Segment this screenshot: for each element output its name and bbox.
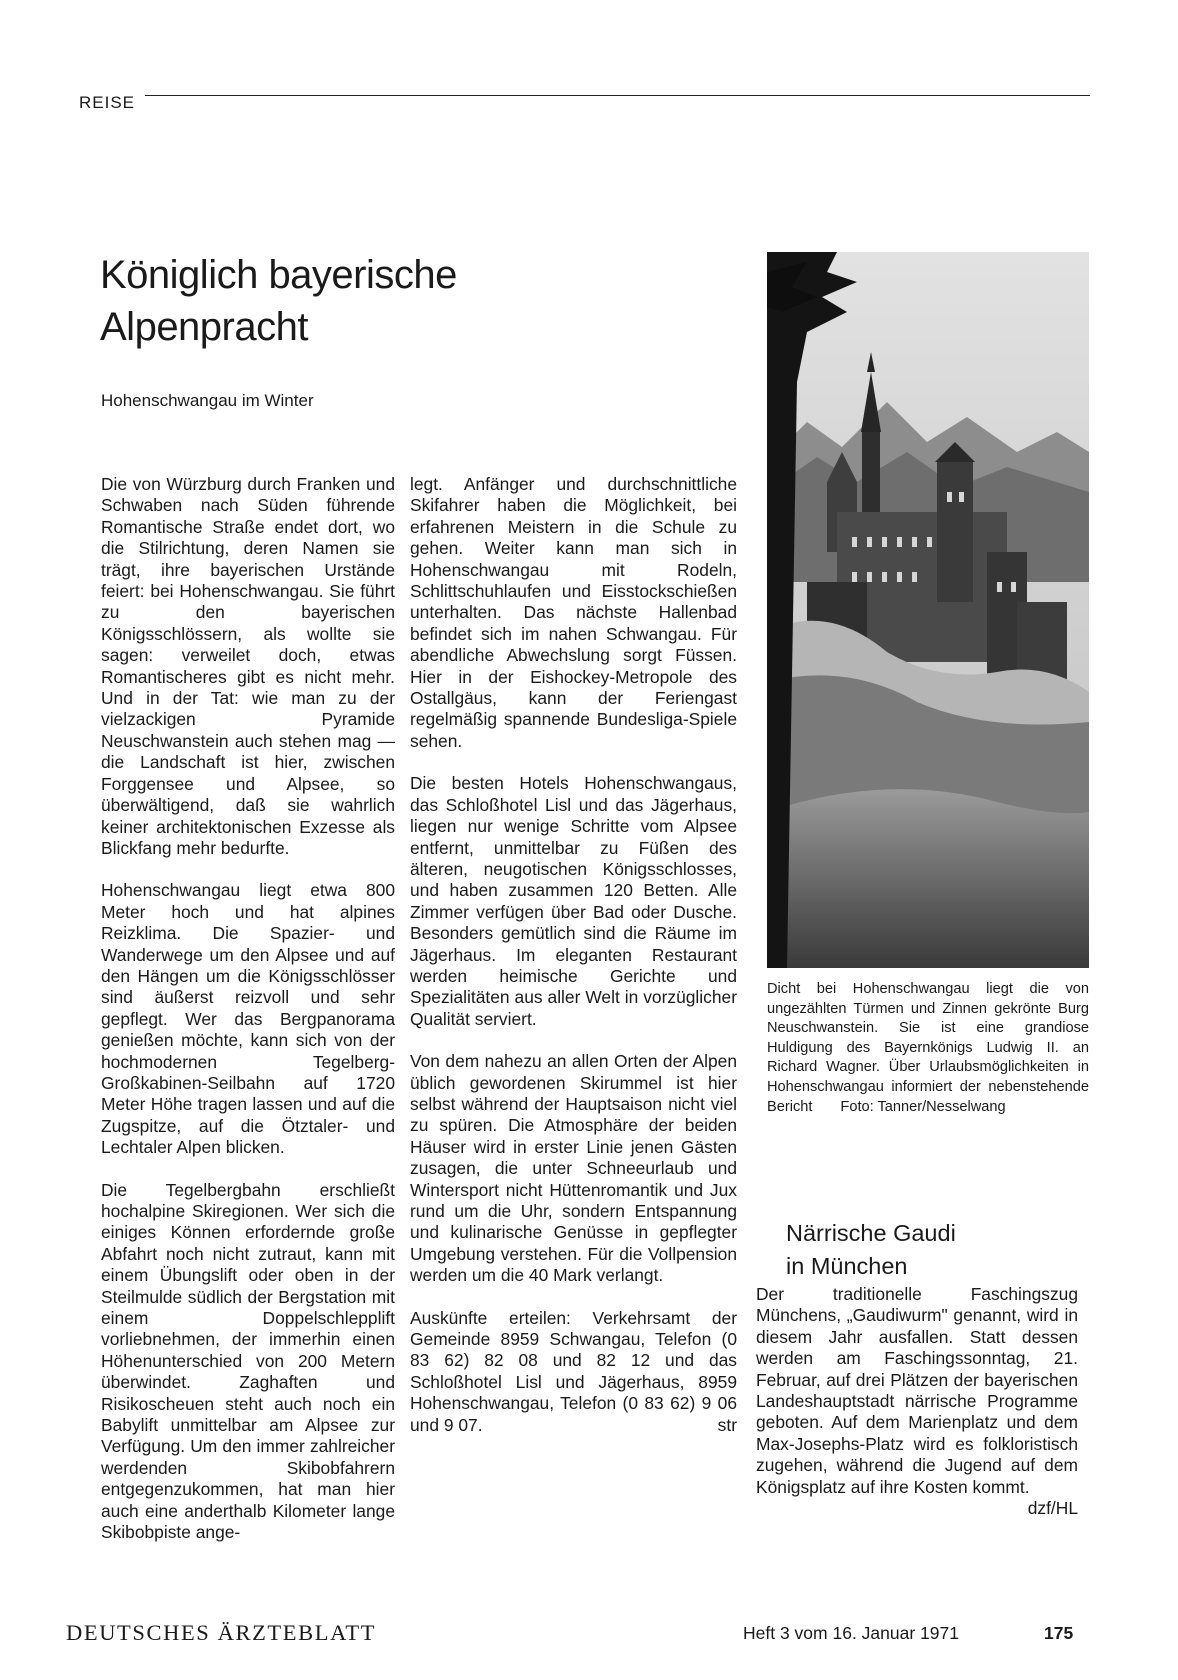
footer-journal-name: DEUTSCHES ÄRZTEBLATT [66, 1620, 377, 1645]
sidebar-title-line-2: in München [786, 1253, 908, 1279]
caption-text: Dicht bei Hohenschwangau liegt die von ungezählten Türmen und Zinnen gekrönte Burg Neuschwanstein. Sie ist eine grandiose Huldigung des Bayernkönigs Ludwig II. an Richard Wagner. Über Urlaubsmöglichkeiten in Hohenschwangau informiert der nebenstehende Bericht [767, 981, 1089, 1115]
sidebar-paragraph [756, 1284, 1078, 1519]
paragraph: Die von Würzburg durch Franken und Schwaben nach Süden führende Romantische Straße endet dort, wo die Stilrichtung, deren Namen sie trägt, ihre bayerischen Urstände feiert: bei Hohenschwangau. Sie führt zu den bayerischen Königsschlössern, als wollte sie sagen: verweilet doch, etwas Romantischeres gibt es nicht mehr. Und in der Tat: wie man zu der vielzackigen Pyramide Neuschwanstein auch stehen mag — die Landschaft ist hier, zwischen Forggensee und Alpsee, so überwältigend, daß sie wahrlich keiner architektonischen Exzesse als Blickfang mehr bedurfte. [101, 474, 395, 858]
paragraph-text: Auskünfte erteilen: Verkehrsamt der Gemeinde 8959 Schwangau, Telefon (0 83 62) 82 08 und 82 12 und das Schloßhotel Lisl und Jägerhaus, 8959 Hohenschwangau, Telefon (0 83 62) 9 06 und 9 07. [410, 1307, 737, 1435]
castle-photo-illustration [767, 252, 1089, 968]
paragraph: Die besten Hotels Hohenschwangaus, das Schloßhotel Lisl und das Jägerhaus, liegen nur wenige Schritte vom Alpsee entfernt, unmittelbar zu Füßen des älteren, neugotischen Königsschlosses, und haben zusammen 120 Betten. Alle Zimmer verfügen über Bad oder Dusche. Besonders gemütlich sind die Räume im Jägerhaus. Im eleganten Restaurant werden heimische Gerichte und Spezialitäten aus aller Welt in vorzüglicher Qualität serviert. [410, 773, 737, 1029]
paragraph: Von dem nahezu an allen Orten der Alpen üblich gewordenen Skirummel ist hier selbst während der Hauptsaison nicht viel zu spüren. Die Atmosphäre der beiden Häuser wird in erster Linie jenen Gästen zusagen, die unter Schneeurlaub und Wintersport nicht Hüttenromantik und Jux rund um die Uhr, sondern Entspannung und kulinarische Genüsse in gepflegter Umgebung verstehen. Für die Vollpension werden um die 40 Mark verlangt. [410, 1051, 737, 1286]
header-rule [145, 95, 1090, 96]
sidebar-sign: dzf/HL [1027, 1498, 1078, 1519]
paragraph: legt. Anfänger und durchschnittliche Skifahrer haben die Möglichkeit, bei erfahrenen Meistern in die Schule zu gehen. Weiter kann man sich in Hohenschwangau mit Rodeln, Schlittschuhlaufen und Eisstockschießen unterhalten. Das nächste Hallenbad befindet sich im nahen Schwangau. Für abendliche Abwechslung sorgt Füssen. Hier in der Eishockey-Metropole des Ostallgäus, kann der Feriengast regelmäßig spannende Bundesliga-Spiele sehen. [410, 474, 737, 751]
photo-credit: Foto: Tanner/Nesselwang [840, 1098, 1006, 1115]
author-sign: str [717, 1414, 737, 1435]
article-column-1 [101, 474, 395, 1544]
article-column-2 [410, 474, 737, 1436]
paragraph: Die Tegelbergbahn erschließt hochalpine Skiregionen. Wer sich die einiges Können erfordernde große Abfahrt noch nicht zutraut, kann mit einem Übungslift oder oben in der Steilmulde südlich der Bergstation mit einem Doppelschlepplift vorliebnehmen, der immerhin einen Höhenunterschied von 200 Metern überwindet. Zaghaften und Risikoscheuen steht auch noch ein Babylift unmittelbar am Alpsee zur Verfügung. Um den immer zahlreicher werdenden Skibobfahrern entgegenzukommen, hat man hier auch eine anderthalb Kilometer lange Skibobpiste ange- [101, 1179, 395, 1543]
paragraph [410, 1308, 737, 1436]
photo-caption [767, 980, 1089, 1117]
article-title-line-1: Königlich bayerische [100, 253, 457, 297]
castle-photo [767, 252, 1089, 968]
footer-issue: Heft 3 vom 16. Januar 1971 [743, 1623, 959, 1643]
sidebar-title-line-1: Närrische Gaudi [786, 1220, 956, 1246]
section-label: REISE [79, 93, 136, 112]
paragraph: Hohenschwangau liegt etwa 800 Meter hoch und hat alpines Reizklima. Die Spazier- und Wanderwege um den Alpsee und auf den Hängen um die Königsschlösser sind äußerst reizvoll und sehr gepflegt. Wer das Bergpanorama genießen möchte, kann sich von der hochmodernen Tegelberg-Großkabinen-Seilbahn auf 1720 Meter Höhe tragen lassen und auf die Zugspitze, auf die Ötztaler- und Lechtaler Alpen blicken. [101, 880, 395, 1158]
article-title-line-2: Alpenpracht [100, 305, 308, 349]
sidebar-column [756, 1284, 1078, 1519]
article-title [100, 249, 457, 353]
sidebar-text: Der traditionelle Faschingszug Münchens, „Gaudiwurm" genannt, wird in diesem Jahr ausfallen. Statt dessen werden am Faschingssonntag, 21. Februar, auf drei Plätzen der bayerischen Landeshauptstadt närrische Programme geboten. Auf dem Marienplatz und dem Max-Josephs-Platz wird es folkloristisch zugehen, während die Jugend auf dem Königsplatz auf ihre Kosten kommt. [756, 1284, 1078, 1497]
article-subtitle: Hohenschwangau im Winter [101, 391, 314, 410]
footer-page-number: 175 [1044, 1623, 1074, 1643]
sidebar-title [786, 1217, 956, 1283]
